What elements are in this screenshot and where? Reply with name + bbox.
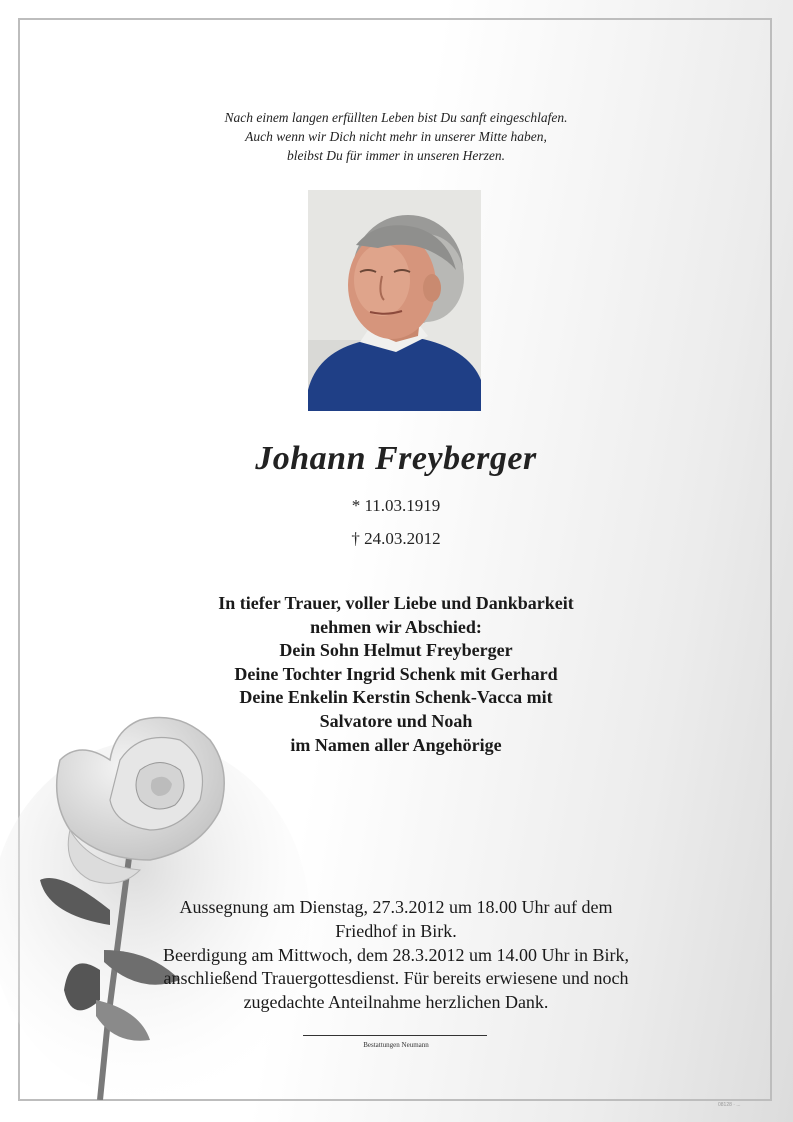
service-line: zugedachte Anteilnahme herzlichen Dank. — [243, 992, 549, 1013]
service-info — [96, 896, 696, 1015]
service-line: anschließend Trauergottesdienst. Für bereits erwiesene und noch — [163, 968, 629, 989]
motto-line: Nach einem langen erfüllten Leben bist Du sanft eingeschlafen. — [224, 110, 568, 125]
mourners-line: Salvatore und Noah — [319, 710, 473, 731]
motto-line: bleibst Du für immer in unseren Herzen. — [286, 148, 506, 163]
mourners-line: nehmen wir Abschied: — [310, 616, 482, 637]
print-code: 08128 · ... — [718, 1102, 741, 1108]
deceased-name: Johann Freyberger — [255, 440, 537, 477]
undertaker-name: Bestattungen Neumann — [363, 1041, 429, 1049]
mourners-line: Deine Enkelin Kerstin Schenk-Vacca mit — [239, 687, 553, 708]
service-line: Beerdigung am Mittwoch, dem 28.3.2012 um 14.00 Uhr in Birk, — [163, 944, 629, 965]
mourners-line: Deine Tochter Ingrid Schenk mit Gerhard — [234, 663, 558, 684]
death-date: † 24.03.2012 — [351, 529, 441, 548]
signature-divider — [303, 1035, 487, 1036]
portrait-photo — [308, 190, 481, 411]
service-line: Aussegnung am Dienstag, 27.3.2012 um 18.00 Uhr auf dem — [179, 897, 613, 917]
mourners-line: Dein Sohn Helmut Freyberger — [279, 640, 513, 661]
birth-date: * 11.03.1919 — [351, 496, 441, 515]
motto-line: Auch wenn wir Dich nicht mehr in unserer Mitte haben, — [245, 129, 547, 144]
motto-verse — [96, 108, 696, 165]
mourners-line: In tiefer Trauer, voller Liebe und Dankbarkeit — [218, 593, 574, 613]
mourners-line: im Namen aller Angehörige — [290, 734, 502, 755]
service-line: Friedhof in Birk. — [335, 920, 457, 941]
